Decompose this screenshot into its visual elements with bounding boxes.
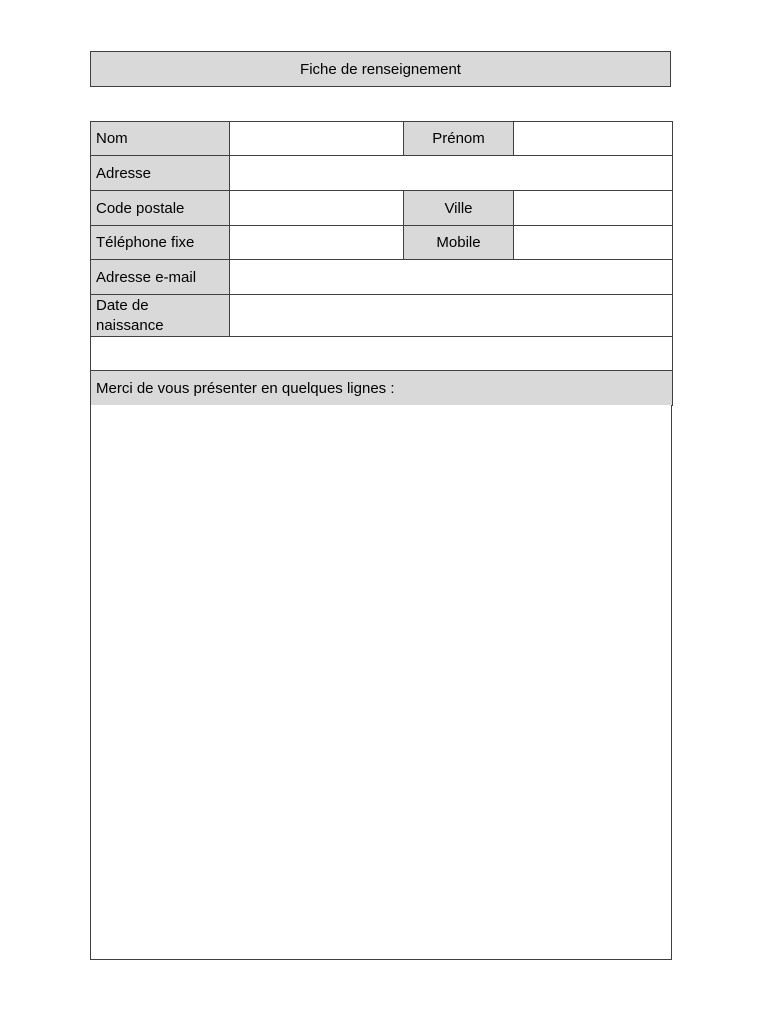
row-adresse <box>91 156 673 191</box>
date-naissance-label-line1: Date de <box>96 296 149 314</box>
telephone-fixe-field[interactable] <box>235 234 398 250</box>
date-naissance-field[interactable] <box>235 307 667 323</box>
ville-field[interactable] <box>519 200 667 216</box>
code-postale-field[interactable] <box>235 200 398 216</box>
date-naissance-label <box>91 295 230 337</box>
row-date-naissance <box>91 295 673 337</box>
mobile-cell[interactable] <box>514 226 673 260</box>
email-field[interactable] <box>235 269 667 285</box>
presentation-textarea[interactable] <box>91 405 671 959</box>
ville-cell[interactable] <box>514 191 673 226</box>
mobile-label: Mobile <box>404 226 514 260</box>
telephone-fixe-cell[interactable] <box>230 226 404 260</box>
row-nom-prenom <box>91 122 673 156</box>
prenom-cell[interactable] <box>514 122 673 156</box>
presentation-label: Merci de vous présenter en quelques lignes : <box>91 371 673 406</box>
email-cell[interactable] <box>230 260 673 295</box>
code-postale-cell[interactable] <box>230 191 404 226</box>
adresse-label: Adresse <box>91 156 230 191</box>
date-naissance-label-line2: naissance <box>96 316 164 334</box>
nom-cell[interactable] <box>230 122 404 156</box>
row-code-postale-ville <box>91 191 673 226</box>
ville-label: Ville <box>404 191 514 226</box>
prenom-field[interactable] <box>519 130 667 146</box>
form-title: Fiche de renseignement <box>90 51 671 87</box>
mobile-field[interactable] <box>519 234 667 250</box>
date-naissance-cell[interactable] <box>230 295 673 337</box>
nom-field[interactable] <box>235 130 398 146</box>
prenom-label: Prénom <box>404 122 514 156</box>
spacer-cell <box>91 337 673 371</box>
adresse-field[interactable] <box>235 165 667 181</box>
email-label: Adresse e-mail <box>91 260 230 295</box>
row-email <box>91 260 673 295</box>
info-form-table <box>90 121 673 406</box>
presentation-box[interactable] <box>90 405 672 960</box>
row-presentation-label <box>91 371 673 406</box>
row-spacer <box>91 337 673 371</box>
telephone-fixe-label: Téléphone fixe <box>91 226 230 260</box>
code-postale-label: Code postale <box>91 191 230 226</box>
adresse-cell[interactable] <box>230 156 673 191</box>
nom-label: Nom <box>91 122 230 156</box>
row-telephone-mobile <box>91 226 673 260</box>
